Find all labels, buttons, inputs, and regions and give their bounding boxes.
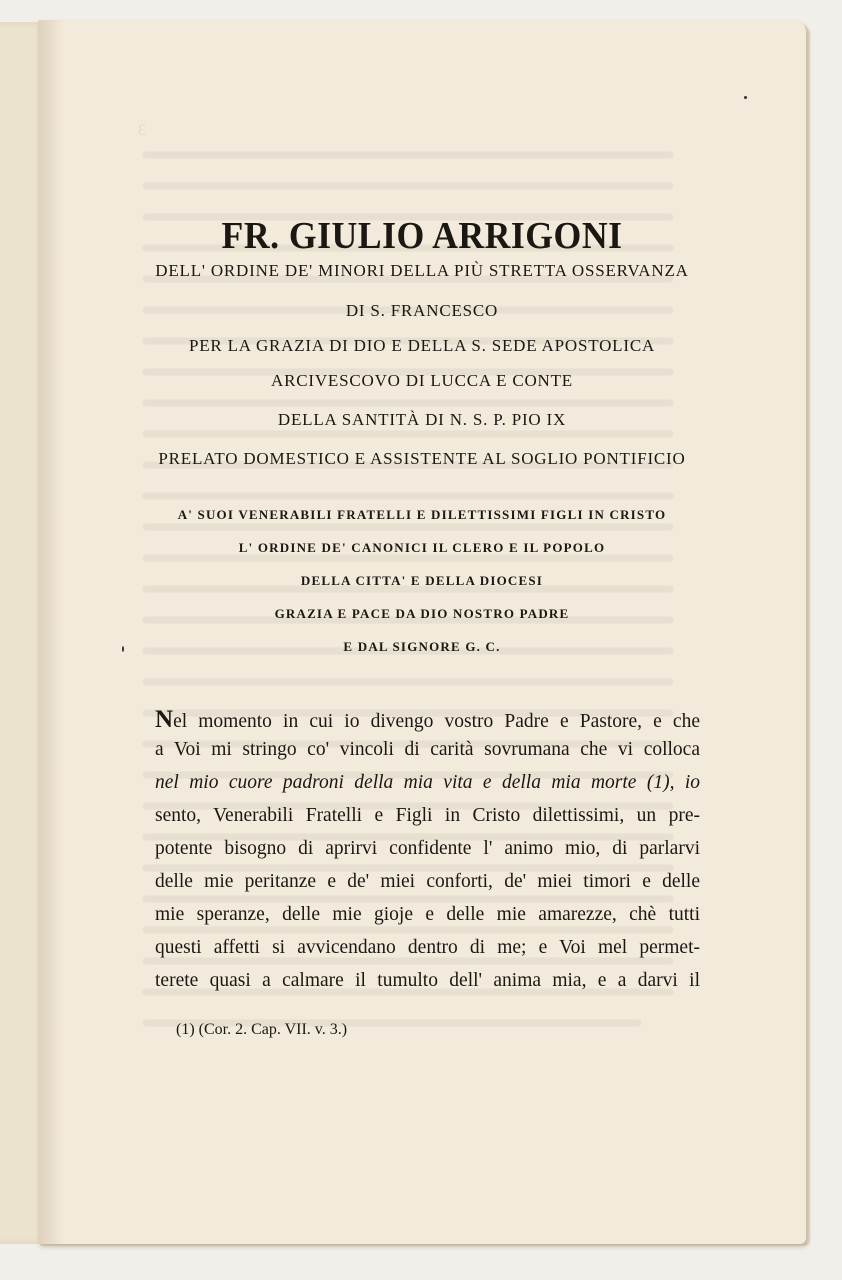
body-line: terete quasi a calmare il tumulto dell' anima mia, e a darvi il <box>155 970 700 991</box>
paper-speck <box>744 96 747 99</box>
body-line: nel mio cuore padroni della mia vita e della mia morte (1), io <box>155 772 700 793</box>
bleed-through-text <box>38 20 806 1244</box>
header-line: DELL' ORDINE DE' MINORI DELLA PIÙ STRETTA OSSERVANZA <box>155 261 689 280</box>
body-line: mie speranze, delle mie gioje e delle mie amarezze, chè tutti <box>155 904 700 925</box>
document-page <box>38 20 806 1244</box>
salutation-line: GRAZIA E PACE DA DIO NOSTRO PADRE <box>274 606 570 621</box>
salutation-line: DELLA CITTA' E DELLA DIOCESI <box>300 573 544 588</box>
footnote: (1) (Cor. 2. Cap. VII. v. 3.) <box>176 1021 348 1038</box>
body-line: delle mie peritanze e de' miei conforti, de' miei timori e delle <box>155 871 700 892</box>
body-line <box>155 706 700 734</box>
header-line: PRELATO DOMESTICO E ASSISTENTE AL SOGLIO PONTIFICIO <box>158 449 686 468</box>
bleed-page-number: 3 <box>138 122 146 139</box>
document-title: FR. GIULIO ARRIGONI <box>221 215 623 257</box>
header-line: PER LA GRAZIA DI DIO E DELLA S. SEDE APOSTOLICA <box>188 336 656 355</box>
body-line: a Voi mi stringo co' vincoli di carità sovrumana che vi colloca <box>155 739 700 760</box>
salutation-line: L' ORDINE DE' CANONICI IL CLERO E IL POPOLO <box>238 540 606 555</box>
body-line: potente bisogno di aprirvi confidente l' animo mio, di parlarvi <box>155 838 700 859</box>
body-line: sento, Venerabili Fratelli e Figli in Cristo dilettissimi, un pre- <box>155 805 700 826</box>
body-line: questi affetti si avvicendano dentro di me; e Voi mel permet- <box>155 937 700 958</box>
header-line: DELLA SANTITÀ DI N. S. P. PIO IX <box>277 410 567 429</box>
header-line: ARCIVESCOVO DI LUCCA E CONTE <box>271 371 573 390</box>
salutation-line: A' SUOI VENERABILI FRATELLI E DILETTISSIMI FIGLI IN CRISTO <box>177 507 667 522</box>
header-line: DI S. FRANCESCO <box>345 301 499 320</box>
salutation-line: E DAL SIGNORE G. C. <box>343 639 501 654</box>
body-line-text: el momento in cui io divengo vostro Padre e Pastore, e che <box>173 711 700 732</box>
drop-cap: N <box>155 706 174 733</box>
